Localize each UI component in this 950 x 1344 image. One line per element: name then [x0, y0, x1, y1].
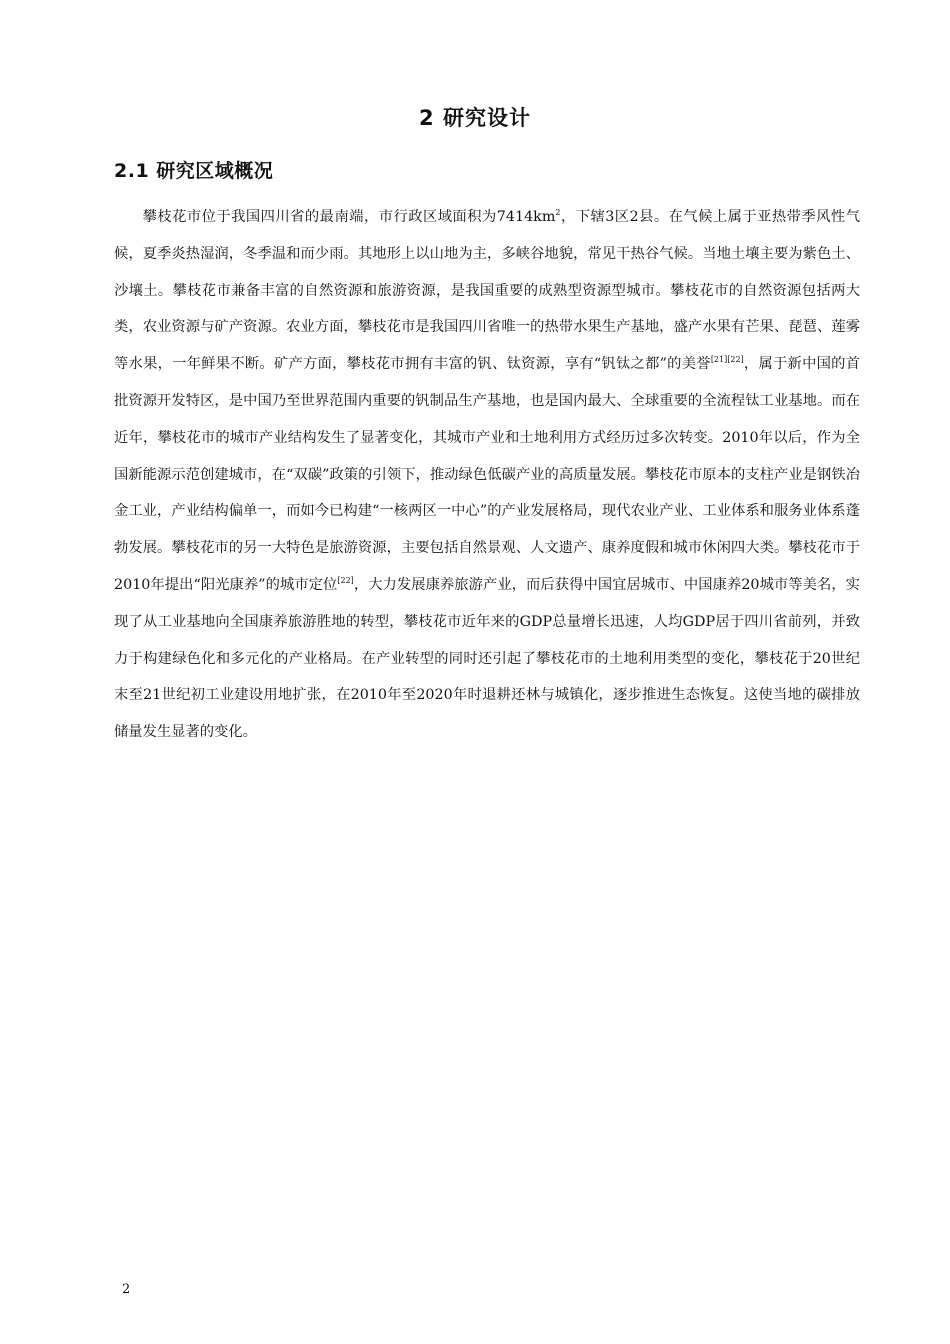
paragraph-text: ，大力发展康养旅游产业，而后获得中国宜居城市、中国康养20城市等美名，实现了从工业基地向全国康养旅游胜地的转型，攀枝花市近年来的GDP总量增长迅速，人均GDP居于四川省前列，并致力于构建绿色化和多元化的产业格局。在产业转型的同时还引起了攀枝花市的土地利用类型的变化，攀枝花于20世纪末至21世纪初工业建设用地扩张，在2010年至2020年时退耕还林与城镇化，逐步推进生态恢复。这使当地的碳排放储量发生显著的变化。	[114, 576, 860, 741]
paragraph-text: ，下辖3区2县。在气候上属于亚热带季风性气候，夏季炎热湿润，冬季温和而少雨。其地形上以山地为主，多峡谷地貌，常见干热谷气候。当地土壤主要为紫色土、沙壤土。攀枝花市兼备丰富的自然资源和旅游资源，是我国重要的成熟型资源型城市。攀枝花市的自然资源包括两大类，农业资源与矿产资源。农业方面，攀枝花市是我国四川省唯一的热带水果生产基地，盛产水果有芒果、琵琶、莲雾等水果，一年鲜果不断。矿产方面，攀枝花市拥有丰富的钒、钛资源，享有“钒钛之都”的美誉	[114, 209, 860, 373]
paragraph-text: ，属于新中国的首批资源开发特区，是中国乃至世界范围内重要的钒制品生产基地，也是国内最大、全球重要的全流程钛工业基地。而在近年，攀枝花市的城市产业结构发生了显著变化，其城市产业和土地利用方式经历过多次转变。2010年以后，作为全国新能源示范创建城市，在“双碳”政策的引领下，推动绿色低碳产业的高质量发展。攀枝花市原本的支柱产业是钢铁冶金工业，产业结构偏单一，而如今已构建“一核两区一中心”的产业发展格局，现代农业产业、工业体系和服务业体系蓬勃发展。攀枝花市的另一大特色是旅游资源，主要包括自然景观、人文遗产、康养度假和城市休闲四大类。攀枝花市于2010年提出“阳光康养”的城市定位	[114, 356, 860, 593]
body-paragraph	[114, 199, 860, 751]
paragraph-text: 攀枝花市位于我国四川省的最南端，市行政区域面积为7414km	[142, 209, 556, 225]
superscript-unit: 2	[555, 208, 561, 218]
citation-ref: [22]	[337, 576, 354, 586]
page-number: 2	[122, 1282, 131, 1297]
citation-ref: [21][22]	[710, 355, 744, 365]
section-title: 2.1 研究区域概况	[114, 160, 274, 182]
chapter-title: 2 研究设计	[419, 106, 531, 130]
